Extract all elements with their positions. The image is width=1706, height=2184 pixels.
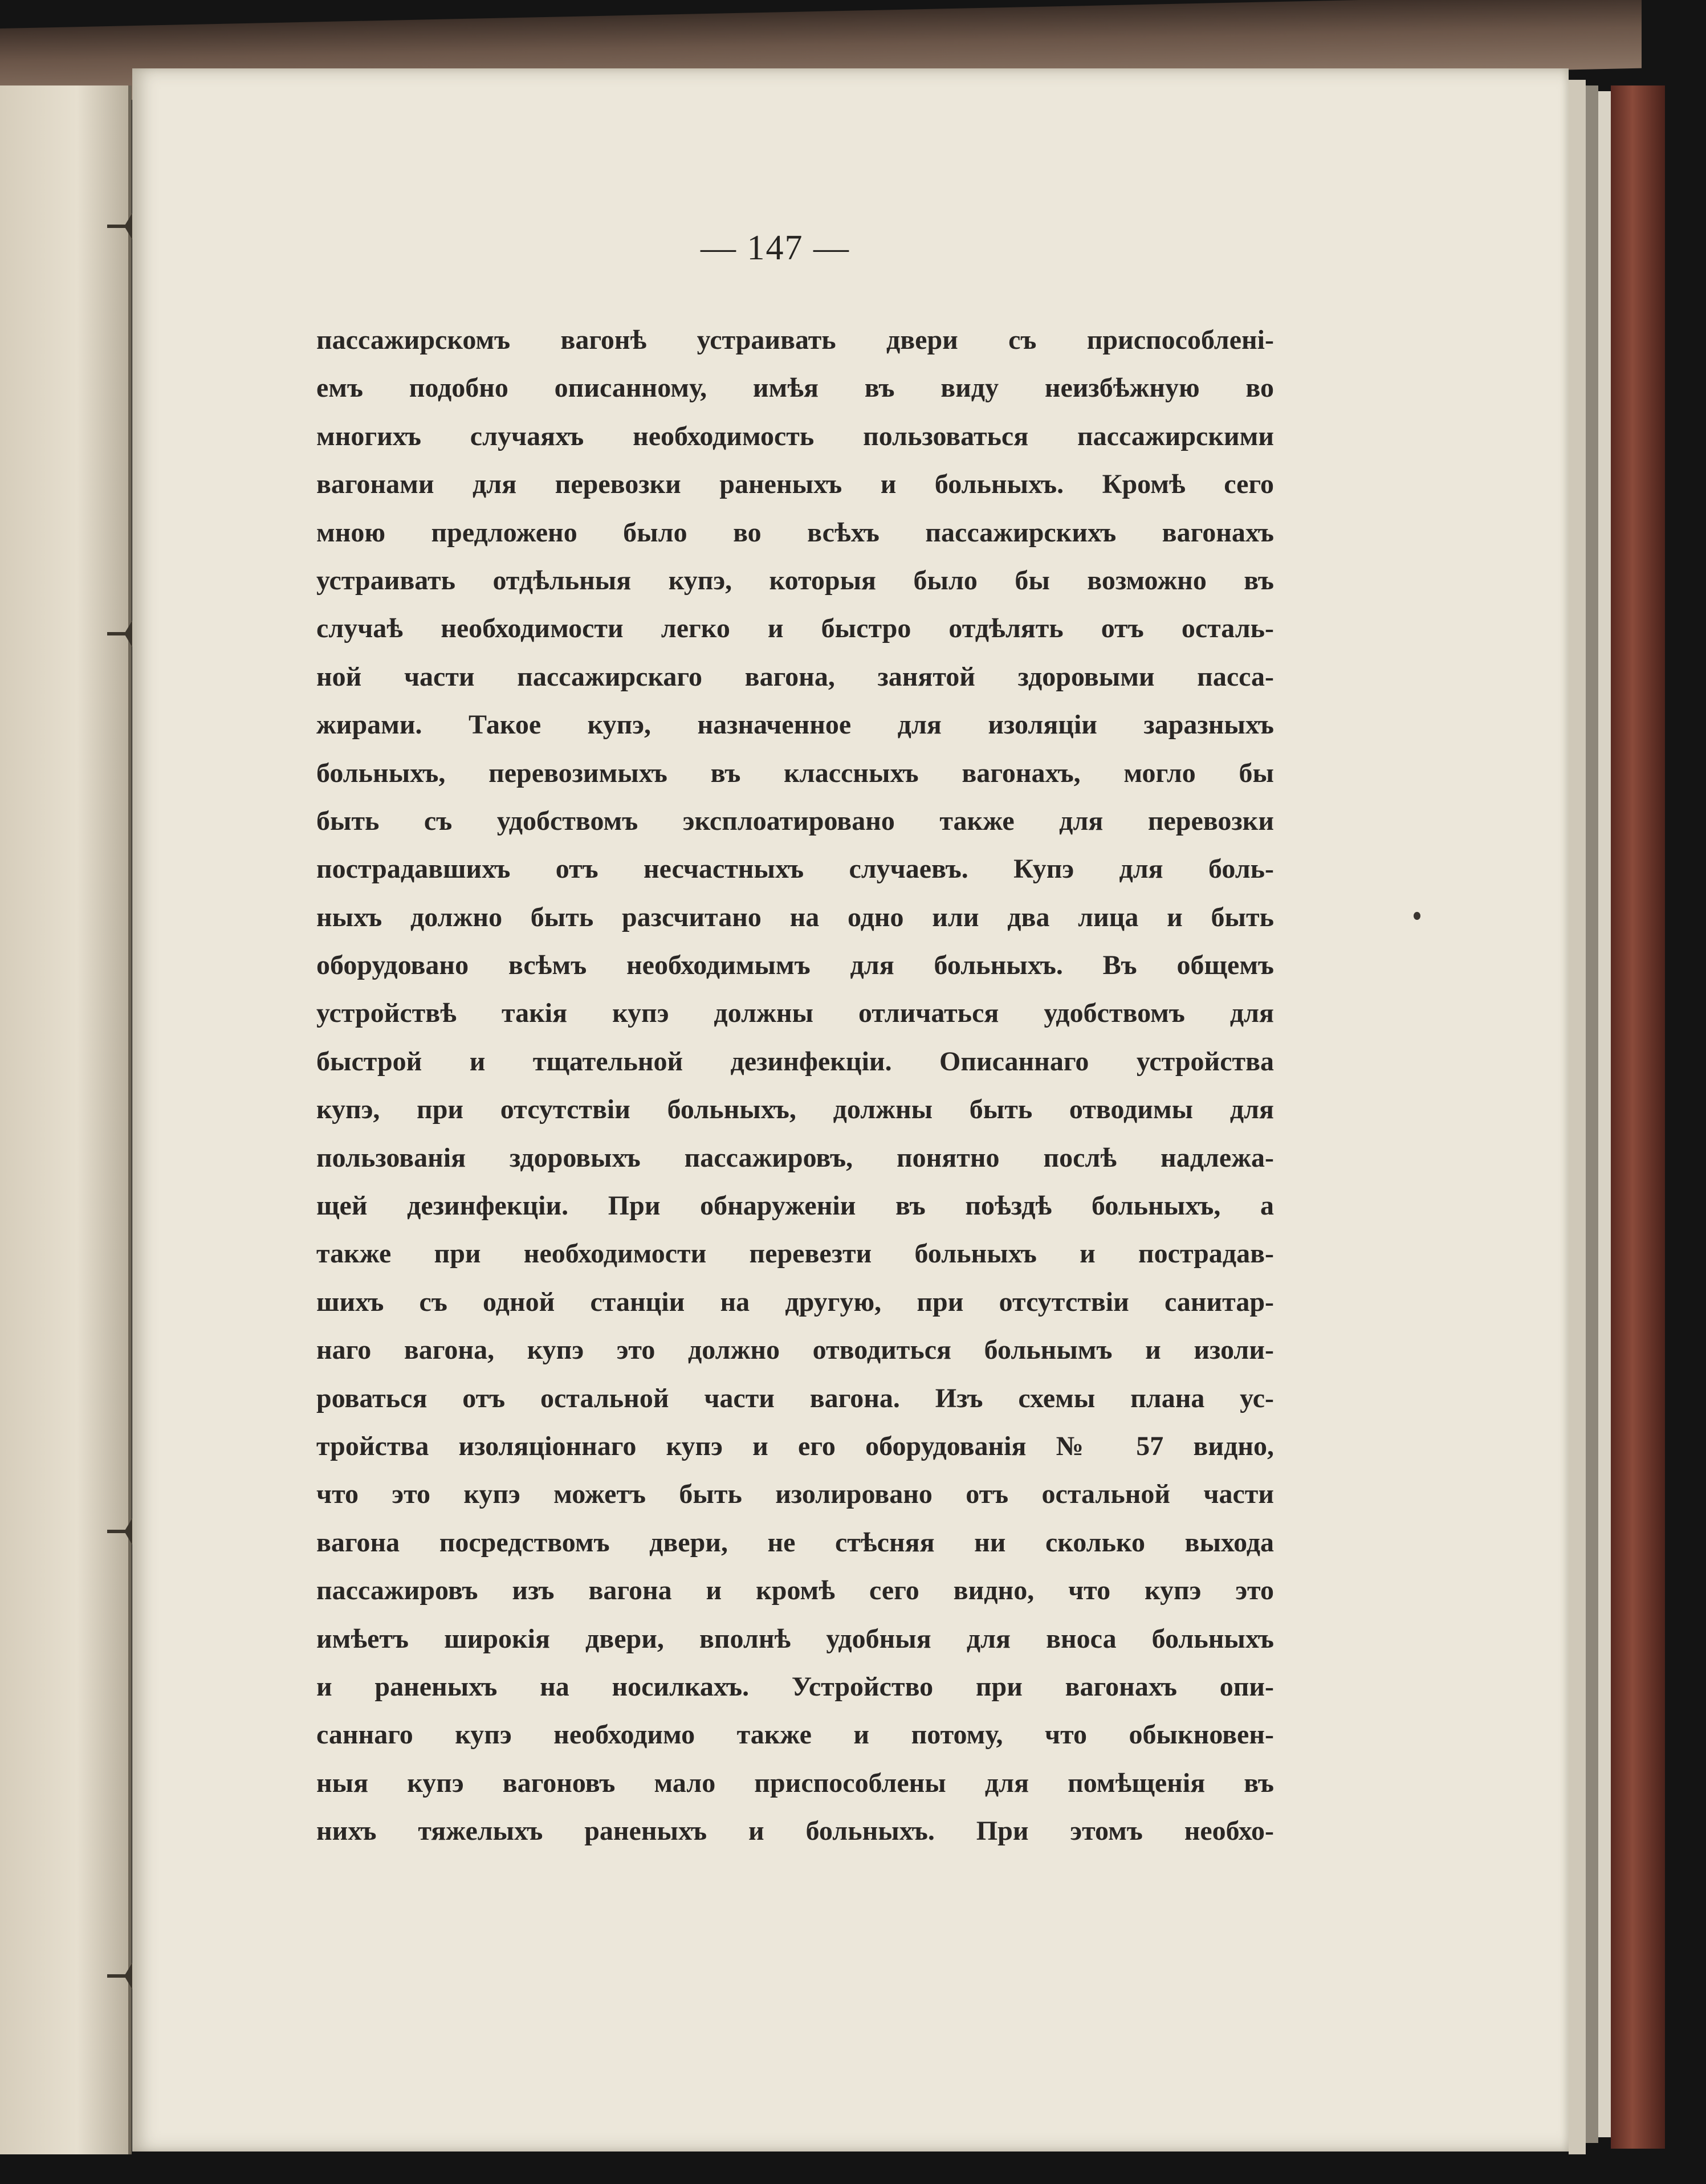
page-body-text [316,316,1274,1856]
ink-speck [1414,912,1420,920]
book-cover-edge [1611,85,1665,2149]
text-line: и раненыхъ на носилкахъ. Устройство при вагонахъ опи- [316,1671,1274,1702]
text-line: пассажирскомъ вагонѣ устраивать двери съ приспособлені- [316,325,1274,355]
text-line: быть съ удобствомъ эксплоатировано также для перевозки [316,805,1274,836]
page-number: — 147 — [701,229,850,267]
text-line: пассажировъ изъ вагона и кромѣ сего видно, что купэ это [316,1575,1274,1606]
page-stack-edge [1598,91,1611,2137]
text-line: быстрой и тщательной дезинфекціи. Описаннаго устройства [316,1046,1274,1077]
text-line: имѣетъ широкія двери, вполнѣ удобныя для вноса больныхъ [316,1623,1274,1654]
text-line: случаѣ необходимости легко и быстро отдѣлять отъ осталь- [316,613,1274,644]
text-line: шихъ съ одной станціи на другую, при отсутствіи санитар- [316,1286,1274,1317]
text-line: саннаго купэ необходимо также и потому, что обыкновен- [316,1720,1274,1750]
text-line: ныхъ должно быть разсчитано на одно или два лица и быть [316,902,1274,932]
text-line: емъ подобно описанному, имѣя въ виду неизбѣжную во [316,373,1274,404]
left-page-edge [0,85,132,2154]
text-line: пострадавшихъ отъ несчастныхъ случаевъ. Купэ для боль- [316,854,1274,885]
text-line: наго вагона, купэ это должно отводиться больнымъ и изоли- [316,1335,1274,1366]
text-line: тройства изоляціоннаго купэ и его оборудованія № 57 видно, [316,1431,1274,1461]
text-line: устройствѣ такія купэ должны отличаться удобствомъ для [316,998,1274,1029]
page-stack-edge [1569,80,1586,2154]
text-line: пользованія здоровыхъ пассажировъ, понятно послѣ надлежа- [316,1142,1274,1173]
text-line: оборудовано всѣмъ необходимымъ для больныхъ. Въ общемъ [316,950,1274,981]
text-line: вагона посредствомъ двери, не стѣсняя ни сколько выхода [316,1527,1274,1558]
text-line: больныхъ, перевозимыхъ въ классныхъ вагонахъ, могло бы [316,757,1274,788]
text-line: ной части пассажирскаго вагона, занятой здоровыми пасса- [316,661,1274,692]
text-line: нихъ тяжелыхъ раненыхъ и больныхъ. При этомъ необхо- [316,1816,1274,1847]
text-line: многихъ случаяхъ необходимость пользоваться пассажирскими [316,421,1274,451]
text-line: ныя купэ вагоновъ мало приспособлены для помѣщенія въ [316,1767,1274,1798]
text-line: жирами. Такое купэ, назначенное для изоляціи заразныхъ [316,710,1274,740]
text-line: щей дезинфекціи. При обнаруженіи въ поѣздѣ больныхъ, а [316,1191,1274,1221]
text-line: также при необходимости перевезти больныхъ и пострадав- [316,1238,1274,1269]
text-line: роваться отъ остальной части вагона. Изъ схемы плана ус- [316,1383,1274,1413]
page-stack-shadow [1586,85,1598,2143]
text-line: купэ, при отсутствіи больныхъ, должны быть отводимы для [316,1094,1274,1125]
text-line: устраивать отдѣльныя купэ, которыя было бы возможно въ [316,565,1274,596]
text-line: вагонами для перевозки раненыхъ и больныхъ. Кромѣ сего [316,469,1274,500]
text-line: что это купэ можетъ быть изолировано отъ остальной части [316,1479,1274,1510]
text-line: мною предложено было во всѣхъ пассажирскихъ вагонахъ [316,517,1274,548]
